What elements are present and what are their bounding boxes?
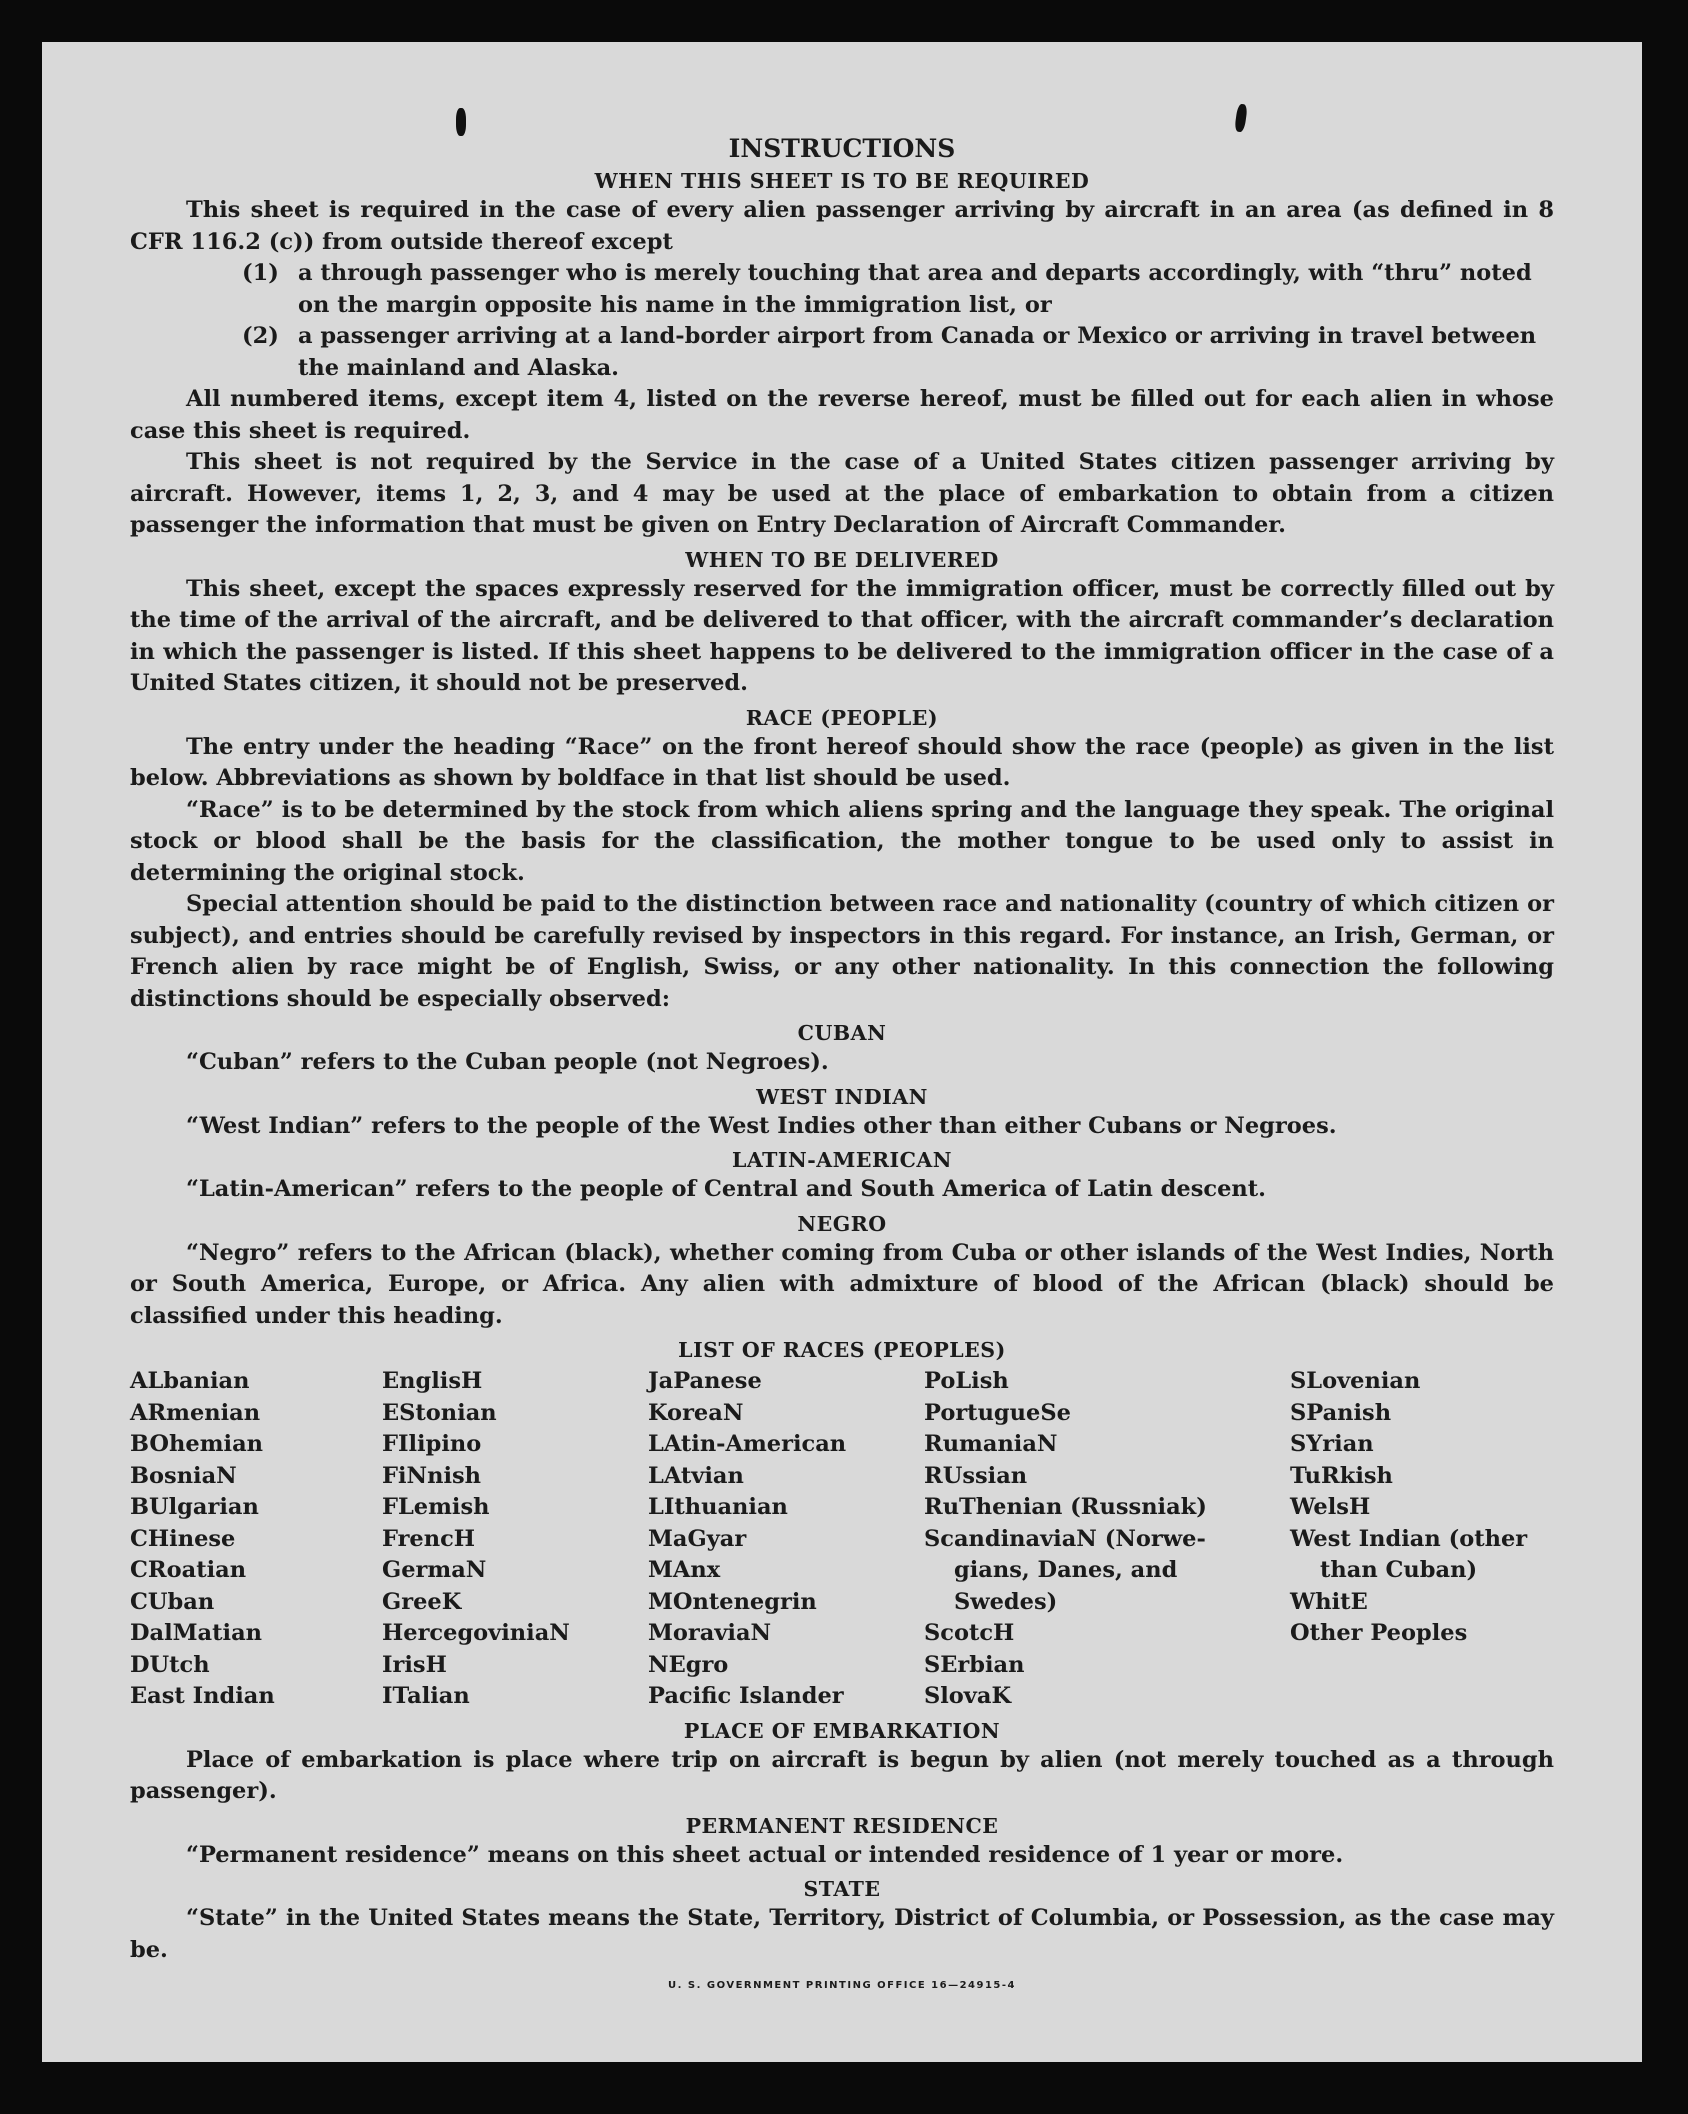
race-entry: CHinese — [130, 1525, 236, 1552]
section-heading-delivered: WHEN TO BE DELIVERED — [685, 547, 999, 572]
paragraph: “State” in the United States means the State, Territory, District of Columbia, or Possession, as the case may be. — [130, 1905, 1554, 1963]
race-entry: LAtin-American — [648, 1431, 847, 1457]
race-entry: ALbanian — [130, 1368, 250, 1394]
section-heading-cuban: CUBAN — [797, 1021, 887, 1045]
race-entry: TuRkish — [1290, 1462, 1393, 1489]
races-column — [924, 1366, 1290, 1713]
race-entry: East Indian — [130, 1683, 275, 1709]
races-column — [382, 1366, 648, 1713]
race-entry: EStonian — [382, 1399, 497, 1426]
races-column — [1290, 1366, 1554, 1713]
race-entry: MOntenegrin — [648, 1588, 817, 1615]
race-entry: CUban — [130, 1588, 215, 1615]
race-entry: JaPanese — [648, 1368, 762, 1394]
race-entry: Other Peoples — [1290, 1620, 1468, 1646]
paragraph: “Latin-American” refers to the people of Central and South America of Latin descent. — [186, 1176, 1266, 1202]
race-entry: CRoatian — [130, 1557, 247, 1583]
item-text: a passenger arriving at a land-border airport from Canada or Mexico or arriving in travel between the mainland and Alaska. — [298, 323, 1537, 381]
paragraph: “Permanent residence” means on this sheet actual or intended residence of 1 year or more. — [186, 1841, 1344, 1868]
section-heading-race: RACE (PEOPLE) — [745, 705, 939, 730]
list-of-races-heading: LIST OF RACES (PEOPLES) — [678, 1338, 1006, 1362]
races-column — [130, 1366, 382, 1713]
race-entry: BosniaN — [130, 1462, 237, 1489]
race-entry: ScotcH — [924, 1620, 1015, 1646]
race-entry: SYrian — [1290, 1431, 1374, 1457]
section-heading-latin-american: LATIN-AMERICAN — [731, 1148, 953, 1172]
race-entry: SErbian — [924, 1651, 1025, 1678]
race-entry: Swedes) — [954, 1588, 1058, 1615]
race-entry: DUtch — [130, 1651, 210, 1678]
race-entry: FrencH — [382, 1525, 476, 1552]
race-entry: PortugueSe — [924, 1399, 1071, 1426]
race-entry: WelsH — [1290, 1494, 1371, 1520]
item-text: a through passenger who is merely touching that area and departs accordingly, with “thru” noted on the margin opposite his name in the immigration list, or — [298, 260, 1532, 318]
race-entry: SPanish — [1290, 1399, 1392, 1426]
section-heading-state: STATE — [803, 1877, 881, 1901]
section-heading-west-indian: WEST INDIAN — [756, 1084, 928, 1109]
section-heading-negro: NEGRO — [797, 1211, 887, 1236]
race-entry: NEgro — [648, 1651, 729, 1678]
paragraph: “Cuban” refers to the Cuban people (not Negroes). — [186, 1049, 829, 1075]
race-entry: GermaN — [382, 1557, 487, 1583]
race-entry: BOhemian — [130, 1431, 264, 1457]
paragraph: Place of embarkation is place where trip on aircraft is begun by alien (not merely touched as a through passenger). — [130, 1746, 1554, 1804]
paragraph: “Negro” refers to the African (black), whether coming from Cuba or other islands of the West Indies, North or South America, Europe, or Africa. Any alien with admixture of blood of the African (black) should be classified under this heading. — [130, 1239, 1554, 1329]
races-list — [130, 1366, 1554, 1713]
race-entry: West Indian (other — [1290, 1525, 1528, 1552]
page-title: INSTRUCTIONS — [728, 134, 956, 163]
section-heading-required: WHEN THIS SHEET IS TO BE REQUIRED — [594, 169, 1090, 193]
race-entry: FIlipino — [382, 1431, 482, 1457]
race-entry: LIthuanian — [648, 1494, 788, 1520]
race-entry: MoraviaN — [648, 1620, 772, 1646]
printing-office-footer: U. S. GOVERNMENT PRINTING OFFICE 16—24915-4 — [668, 1980, 1016, 1991]
race-entry: LAtvian — [648, 1462, 744, 1489]
race-entry: ITalian — [382, 1683, 470, 1709]
race-entry: PoLish — [924, 1368, 1009, 1394]
race-entry: RumaniaN — [924, 1431, 1058, 1457]
race-entry: Pacific Islander — [648, 1683, 844, 1709]
race-entry: BUlgarian — [130, 1494, 259, 1520]
paragraph: “West Indian” refers to the people of the West Indies other than either Cubans or Negroes. — [186, 1112, 1337, 1139]
race-entry: SlovaK — [924, 1683, 1012, 1709]
paragraph: This sheet, except the spaces expressly reserved for the immigration officer, must be correctly filled out by the time of the arrival of the aircraft, and be delivered to that officer, with the aircraft commander’s declaration in which the passenger is listed. If this sheet happens to be delivered to the immigration officer in the case of a United States citizen, it should not be preserved. — [130, 575, 1554, 696]
section-heading-residence: PERMANENT RESIDENCE — [685, 1813, 999, 1838]
paragraph: Special attention should be paid to the distinction between race and nationality (country of which citizen or subject), and entries should be carefully revised by inspectors in this regard. For instance, an Irish, German, or French alien by race might be of English, Swiss, or any other nationality. In this connection the following distinctions should be especially observed: — [130, 891, 1554, 1012]
race-entry: RuThenian (Russniak) — [924, 1494, 1207, 1520]
race-entry: ARmenian — [130, 1399, 261, 1426]
race-entry: EnglisH — [382, 1368, 483, 1394]
race-entry: WhitE — [1290, 1588, 1368, 1615]
race-entry: IrisH — [382, 1651, 447, 1678]
race-entry: DalMatian — [130, 1620, 263, 1646]
item-number: (2) — [242, 323, 279, 349]
ink-blot — [456, 108, 466, 136]
paragraph: The entry under the heading “Race” on the front hereof should show the race (people) as given in the list below. Abbreviations as shown by boldface in that list should be used. — [130, 733, 1554, 791]
paragraph: This sheet is not required by the Service in the case of a United States citizen passenger arriving by aircraft. However, items 1, 2, 3, and 4 may be used at the place of embarkation to obtain from a citizen passenger the information that must be given on Entry Declaration of Aircraft Commander. — [130, 449, 1554, 538]
race-entry: gians, Danes, and — [954, 1557, 1178, 1583]
race-entry: HercegoviniaN — [382, 1620, 570, 1646]
numbered-item — [130, 321, 1554, 384]
item-number: (1) — [242, 260, 279, 286]
ink-blot — [1234, 103, 1248, 132]
race-entry: SLovenian — [1290, 1368, 1421, 1394]
race-entry: GreeK — [382, 1588, 462, 1615]
race-entry: KoreaN — [648, 1399, 744, 1426]
document-page — [42, 42, 1642, 2062]
numbered-item — [130, 258, 1554, 321]
race-entry: MaGyar — [648, 1525, 747, 1552]
races-column — [648, 1366, 924, 1713]
race-entry: RUssian — [924, 1462, 1028, 1489]
race-entry: FiNnish — [382, 1462, 482, 1489]
paragraph: This sheet is required in the case of every alien passenger arriving by aircraft in an area (as defined in 8 CFR 116.2 (c)) from outside thereof except — [130, 197, 1554, 255]
race-entry: ScandinaviaN (Norwe- — [924, 1525, 1206, 1552]
race-entry: FLemish — [382, 1494, 490, 1520]
race-entry: MAnx — [648, 1557, 721, 1583]
paragraph: “Race” is to be determined by the stock from which aliens spring and the language they speak. The original stock or blood shall be the basis for the classification, the mother tongue to be used only to assist in determining the original stock. — [130, 796, 1554, 886]
race-entry: than Cuban) — [1320, 1557, 1478, 1583]
paragraph: All numbered items, except item 4, listed on the reverse hereof, must be filled out for each alien in whose case this sheet is required. — [130, 386, 1554, 444]
section-heading-embarkation: PLACE OF EMBARKATION — [683, 1718, 1001, 1743]
